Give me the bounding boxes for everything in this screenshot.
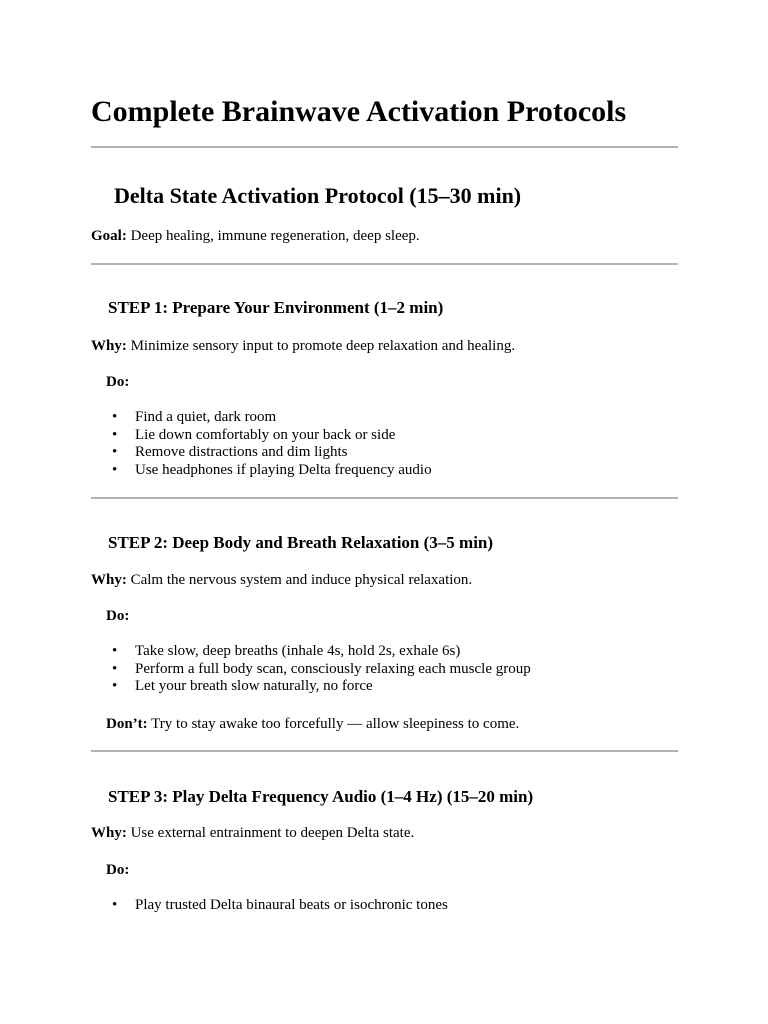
list-item: • Lie down comfortably on your back or side	[91, 427, 432, 445]
step-1-why-text: Minimize sensory input to promote deep relaxation and healing.	[126, 338, 516, 354]
step-3-why	[91, 824, 414, 842]
goal-paragraph	[91, 227, 420, 245]
section-divider	[91, 263, 678, 265]
goal-text: Deep healing, immune regeneration, deep sleep.	[126, 228, 420, 244]
step-1-why	[91, 337, 515, 355]
step-2-why-label: Why:	[91, 572, 127, 588]
step-1-do-label: Do:	[106, 374, 130, 390]
step-3-title: STEP 3: Play Delta Frequency Audio (1–4 Hz) (15–20 min)	[108, 787, 534, 806]
title-divider	[91, 146, 678, 148]
step-3-do-label: Do:	[106, 862, 130, 878]
step-1-do-list	[91, 409, 432, 480]
step-2-divider	[91, 750, 678, 752]
step-1-title: STEP 1: Prepare Your Environment (1–2 min)	[108, 298, 444, 317]
section-title-delta: Delta State Activation Protocol (15–30 min)	[114, 183, 522, 208]
list-item: • Take slow, deep breaths (inhale 4s, hold 2s, exhale 6s)	[91, 643, 531, 661]
list-item: • Play trusted Delta binaural beats or isochronic tones	[91, 897, 448, 915]
step-1-divider	[91, 497, 678, 499]
step-2-dont-text: Try to stay awake too forcefully — allow sleepiness to come.	[147, 716, 520, 732]
step-2-do-list	[91, 643, 531, 696]
document-title: Complete Brainwave Activation Protocols	[91, 95, 627, 128]
list-item: • Use headphones if playing Delta frequency audio	[91, 462, 432, 480]
list-item: • Find a quiet, dark room	[91, 409, 432, 427]
step-2-dont	[106, 715, 519, 733]
list-item: • Remove distractions and dim lights	[91, 444, 432, 462]
step-3-why-text: Use external entrainment to deepen Delta state.	[126, 825, 415, 841]
step-3-why-label: Why:	[91, 825, 127, 841]
step-3-do-list	[91, 897, 448, 915]
step-2-dont-label: Don’t:	[106, 716, 148, 732]
list-item: • Perform a full body scan, consciously relaxing each muscle group	[91, 661, 531, 679]
step-2-title: STEP 2: Deep Body and Breath Relaxation (3–5 min)	[108, 533, 494, 552]
step-2-why	[91, 571, 472, 589]
step-2-do-label: Do:	[106, 608, 130, 624]
step-2-why-text: Calm the nervous system and induce physical relaxation.	[126, 572, 473, 588]
list-item: • Let your breath slow naturally, no force	[91, 678, 531, 696]
goal-label: Goal:	[91, 228, 127, 244]
step-1-why-label: Why:	[91, 338, 127, 354]
